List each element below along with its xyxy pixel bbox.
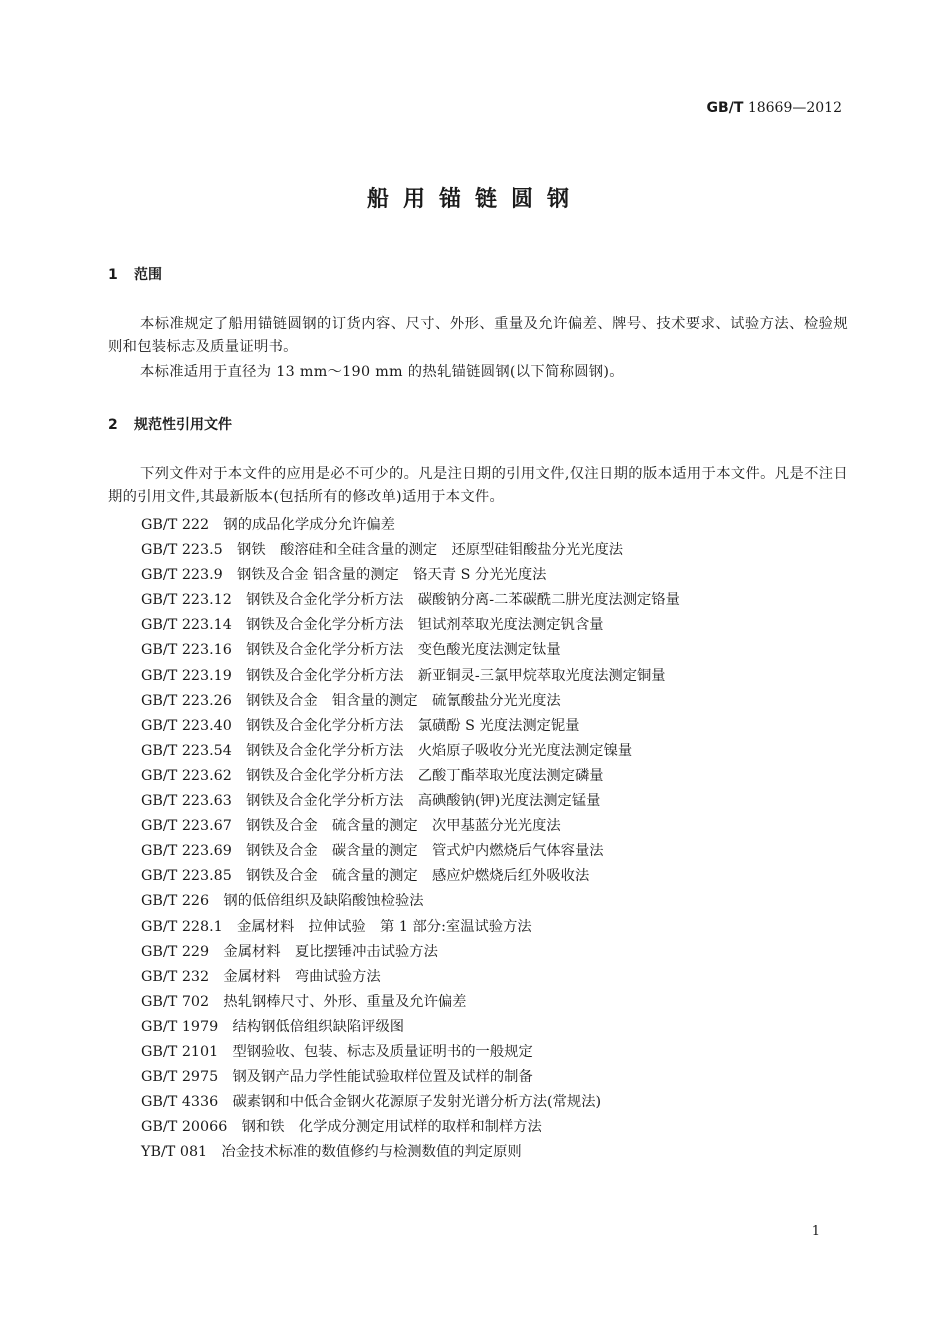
reference-item: GB/T 223.5 钢铁 酸溶硅和全硅含量的测定 还原型硅钼酸盐分光光度法 [141,542,624,559]
scope-paragraph: 本标准规定了船用锚链圆钢的订货内容、尺寸、外形、重量及允许偏差、牌号、技术要求、试验方法、检验规则和包装标志及质量证明书。 [108,316,848,355]
reference-item: GB/T 223.67 钢铁及合金 硫含量的测定 次甲基蓝分光光度法 [141,818,561,835]
reference-item: GB/T 223.62 钢铁及合金化学分析方法 乙酸丁酯萃取光度法测定磷量 [141,767,604,784]
page-number: 1 [811,1224,820,1239]
reference-item: GB/T 1979 结构钢低倍组织缺陷评级图 [141,1018,405,1035]
reference-item: GB/T 223.9 钢铁及合金 铝含量的测定 铬天青 S 分光光度法 [141,567,547,584]
standard-prefix: GB/T [706,100,744,116]
scope-paragraph: 本标准适用于直径为 13 mm～190 mm 的热轧锚链圆钢(以下简称圆钢)。 [140,364,624,380]
reference-item: YB/T 081 冶金技术标准的数值修约与检测数值的判定原则 [141,1144,522,1161]
reference-item: GB/T 223.26 钢铁及合金 钼含量的测定 硫氰酸盐分光光度法 [141,692,561,709]
reference-item: GB/T 232 金属材料 弯曲试验方法 [141,968,381,985]
reference-item: GB/T 223.54 钢铁及合金化学分析方法 火焰原子吸收分光光度法测定镍量 [141,742,633,759]
reference-item: GB/T 223.19 钢铁及合金化学分析方法 新亚铜灵-三氯甲烷萃取光度法测定铜量 [141,667,666,684]
section-title: 规范性引用文件 [134,417,232,433]
references-intro-paragraph: 下列文件对于本文件的应用是必不可少的。凡是注日期的引用文件,仅注日期的版本适用于本文件。凡是不注日期的引用文件,其最新版本(包括所有的修改单)适用于本文件。 [108,466,848,505]
section-title: 范围 [134,267,162,283]
reference-item: GB/T 223.63 钢铁及合金化学分析方法 高碘酸钠(钾)光度法测定锰量 [141,793,601,810]
reference-item: GB/T 226 钢的低倍组织及缺陷酸蚀检验法 [141,893,424,910]
reference-item: GB/T 223.40 钢铁及合金化学分析方法 氯磺酚 S 光度法测定铌量 [141,717,580,734]
reference-item: GB/T 223.14 钢铁及合金化学分析方法 钽试剂萃取光度法测定钒含量 [141,617,604,634]
reference-item: GB/T 702 热轧钢棒尺寸、外形、重量及允许偏差 [141,993,467,1010]
reference-item: GB/T 222 钢的成品化学成分允许偏差 [141,517,395,533]
reference-item: GB/T 2975 钢及钢产品力学性能试验取样位置及试样的制备 [141,1069,533,1086]
reference-item: GB/T 229 金属材料 夏比摆锤冲击试验方法 [141,943,438,960]
reference-list [141,513,680,1165]
reference-item: GB/T 223.16 钢铁及合金化学分析方法 变色酸光度法测定钛量 [141,642,561,659]
reference-item: GB/T 223.85 钢铁及合金 硫含量的测定 感应炉燃烧后红外吸收法 [141,868,590,885]
reference-item: GB/T 2101 型钢验收、包装、标志及质量证明书的一般规定 [141,1043,533,1060]
section-heading-scope [108,264,162,284]
reference-item: GB/T 4336 碳素钢和中低合金钢火花源原子发射光谱分析方法(常规法) [141,1094,602,1111]
section-number: 2 [108,417,118,433]
standard-header [707,100,842,116]
reference-item: GB/T 20066 钢和铁 化学成分测定用试样的取样和制样方法 [141,1119,542,1136]
section-number: 1 [108,267,118,283]
section-heading-references [108,414,232,434]
standard-code: 18669—2012 [747,100,842,116]
reference-item: GB/T 223.12 钢铁及合金化学分析方法 碳酸钠分离-二苯碳酰二肼光度法测定铬量 [141,592,680,609]
reference-item: GB/T 223.69 钢铁及合金 碳含量的测定 管式炉内燃烧后气体容量法 [141,843,604,860]
reference-item: GB/T 228.1 金属材料 拉伸试验 第 1 部分:室温试验方法 [141,918,532,935]
document-title: 船用锚链圆钢 [366,187,583,212]
